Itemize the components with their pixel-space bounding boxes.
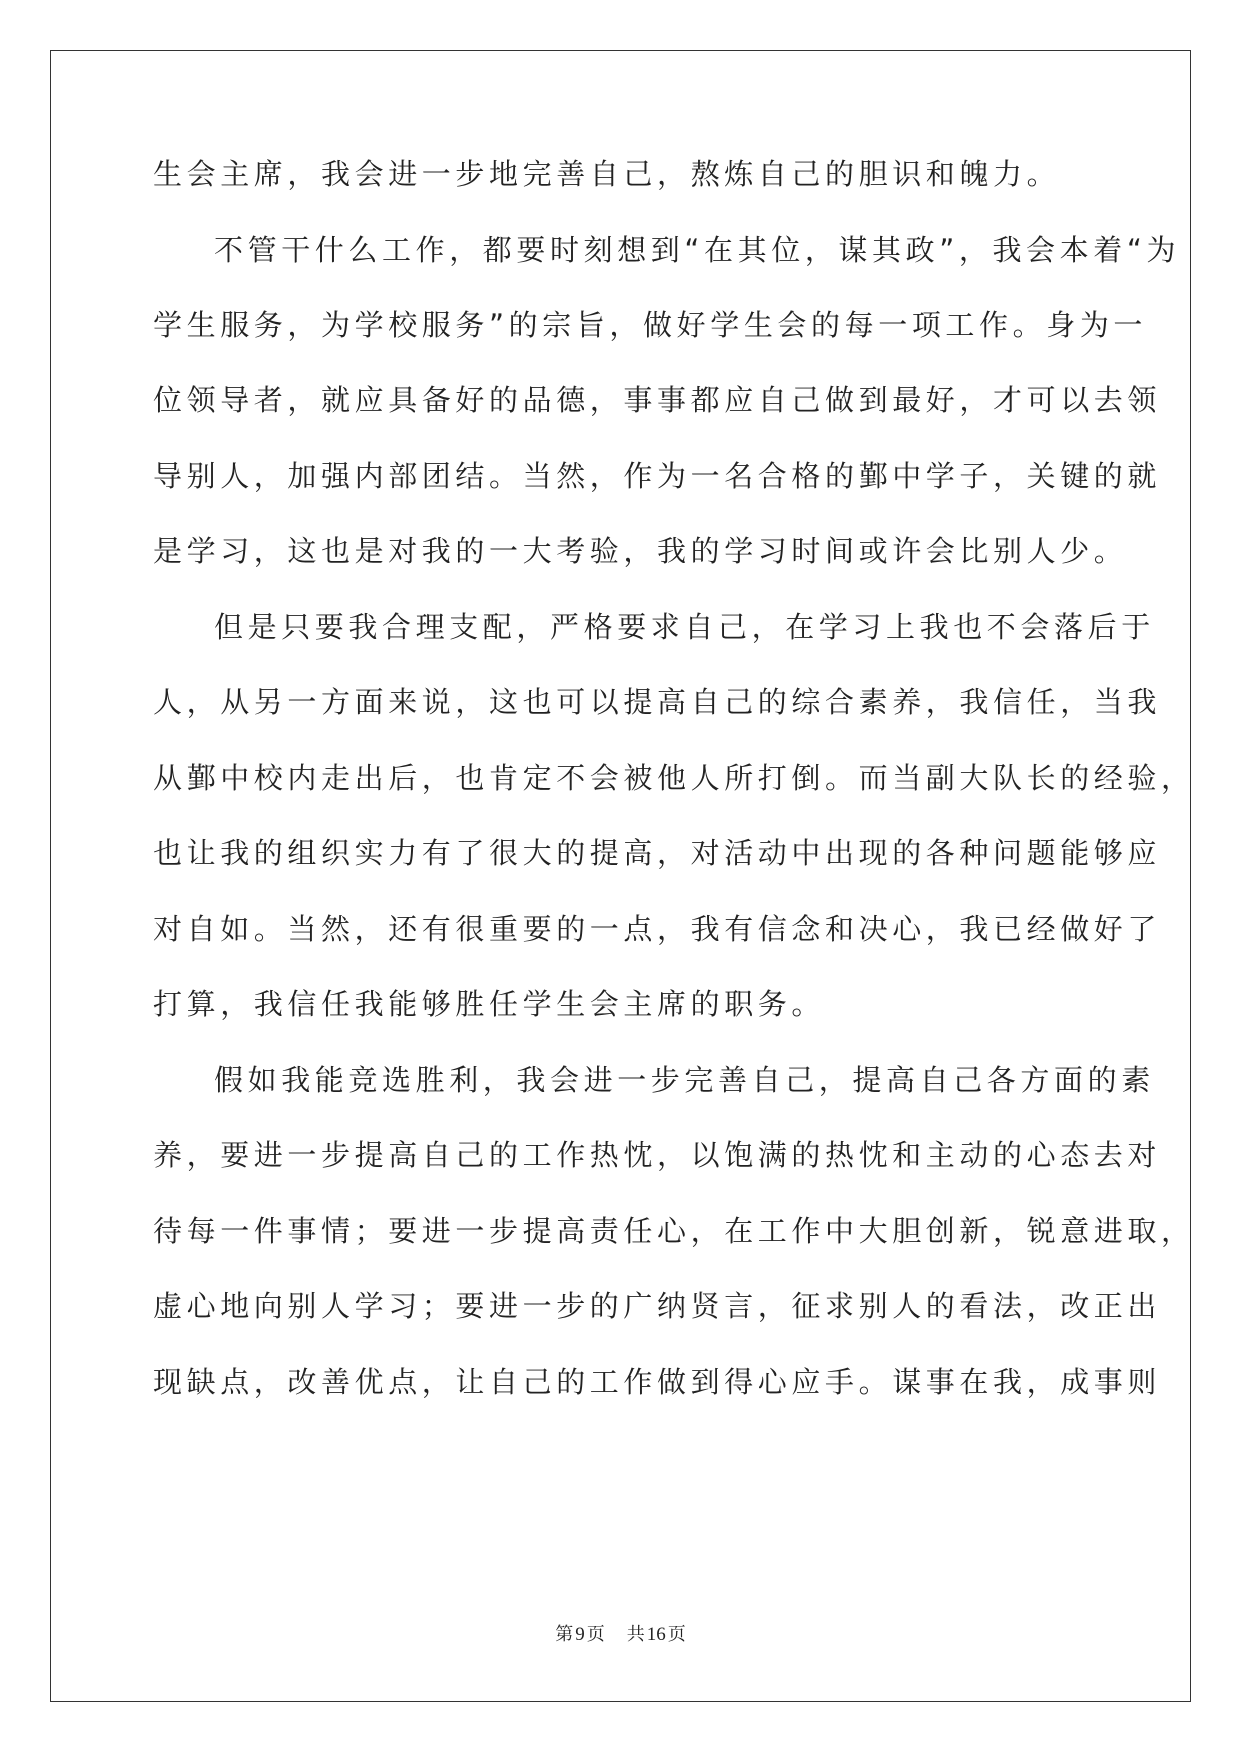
text-line: 从鄞中校内走出后，也肯定不会被他人所打倒。而当副大队长的经验， (153, 761, 1195, 795)
total-pages: 16 (646, 1624, 666, 1645)
text-line: 养，要进一步提高自己的工作热忱，以饱满的热忱和主动的心态去对 (153, 1138, 1162, 1172)
text-line: 对自如。当然，还有很重要的一点，我有信念和决心，我已经做好了 (153, 912, 1162, 946)
text-line: 生会主席，我会进一步地完善自己，熬炼自己的胆识和魄力。 (153, 157, 1061, 191)
page-border (50, 50, 1195, 1702)
text-line: 导别人，加强内部团结。当然，作为一名合格的鄞中学子，关键的就 (153, 459, 1162, 493)
page-footer (0, 1623, 1241, 1647)
page-number: 9 (575, 1624, 585, 1645)
text-line: 是学习，这也是对我的一大考验，我的学习时间或许会比别人少。 (153, 534, 1128, 568)
page-suffix: 页 (586, 1624, 605, 1645)
text-line: 虚心地向别人学习；要进一步的广纳贤言，征求别人的看法，改正出 (153, 1289, 1162, 1323)
text-line: 现缺点，改善优点，让自己的工作做到得心应手。谋事在我，成事则 (153, 1365, 1162, 1399)
text-line: 待每一件事情；要进一步提高责任心，在工作中大胆创新，锐意进取， (153, 1214, 1195, 1248)
text-line: 不管干什么工作，都要时刻想到“在其位，谋其政”，我会本着“为 (214, 233, 1181, 267)
text-line: 也让我的组织实力有了很大的提高，对活动中出现的各种问题能够应 (153, 836, 1162, 870)
total-suffix: 页 (667, 1624, 686, 1645)
text-line: 但是只要我合理支配，严格要求自己，在学习上我也不会落后于 (214, 610, 1155, 644)
text-line: 位领导者，就应具备好的品德，事事都应自己做到最好，才可以去领 (153, 383, 1162, 417)
total-prefix: 共 (626, 1624, 645, 1645)
text-line: 人，从另一方面来说，这也可以提高自己的综合素养，我信任，当我 (153, 685, 1162, 719)
text-line: 学生服务，为学校服务”的宗旨，做好学生会的每一项工作。身为一 (153, 308, 1148, 342)
text-line: 假如我能竞选胜利，我会进一步完善自己，提高自己各方面的素 (214, 1063, 1155, 1097)
text-line: 打算，我信任我能够胜任学生会主席的职务。 (153, 987, 826, 1021)
page-prefix: 第 (555, 1624, 574, 1645)
